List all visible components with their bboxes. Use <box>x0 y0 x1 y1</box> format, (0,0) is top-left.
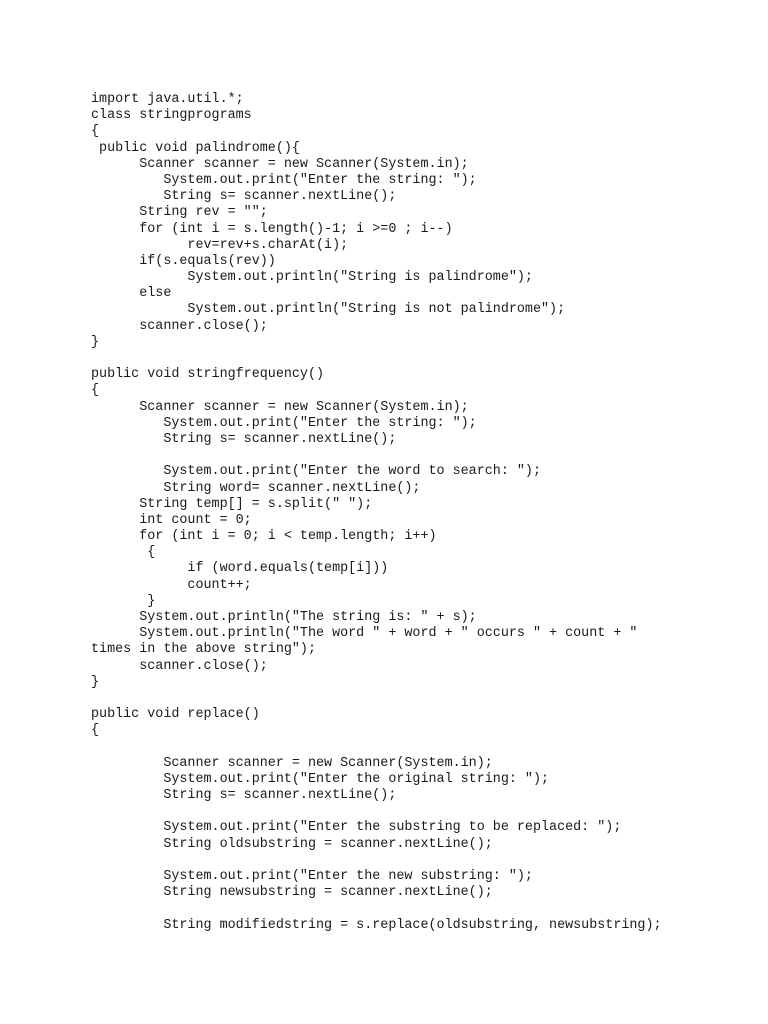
code-line <box>91 691 662 707</box>
code-line: { <box>91 383 100 399</box>
code-line: String temp[] = s.split(" "); <box>91 496 373 512</box>
code-line: String s= scanner.nextLine(); <box>91 189 397 205</box>
code-line: String modifiedstring = s.replace(oldsubstring, newsubstring); <box>91 917 662 933</box>
code-line: Scanner scanner = new Scanner(System.in); <box>91 755 493 771</box>
code-line: import java.util.*; <box>91 92 244 107</box>
code-line: { <box>91 545 156 561</box>
code-line: Scanner scanner = new Scanner(System.in); <box>91 156 469 172</box>
code-line: System.out.print("Enter the original string: "); <box>91 771 550 787</box>
code-line: System.out.println("The string is: " + s); <box>91 610 477 625</box>
code-line: String newsubstring = scanner.nextLine(); <box>91 885 493 901</box>
code-line <box>91 740 662 756</box>
code-line: Scanner scanner = new Scanner(System.in); <box>91 399 469 415</box>
code-line: String word= scanner.nextLine(); <box>91 480 421 496</box>
code-line: count++; <box>91 577 252 593</box>
code-line: class stringprograms <box>91 108 252 124</box>
code-line: scanner.close(); <box>91 318 268 334</box>
code-line: for (int i = 0; i < temp.length; i++) <box>91 529 437 545</box>
code-line: String s= scanner.nextLine(); <box>91 431 397 447</box>
code-line: System.out.print("Enter the new substring: "); <box>91 869 533 884</box>
code-line: public void replace() <box>91 707 260 723</box>
code-line: int count = 0; <box>91 512 252 528</box>
code-line: String s= scanner.nextLine(); <box>91 788 397 804</box>
code-line: rev=rev+s.charAt(i); <box>91 237 349 253</box>
code-line: else <box>91 286 172 302</box>
code-line: if(s.equals(rev)) <box>91 253 276 269</box>
code-line: System.out.println("String is palindrome"); <box>91 270 533 286</box>
code-line: public void stringfrequency() <box>91 367 325 383</box>
code-line: times in the above string"); <box>91 642 316 658</box>
code-line: { <box>91 124 100 140</box>
code-line: System.out.print("Enter the substring to be replaced: "); <box>91 820 622 836</box>
code-listing <box>91 92 662 934</box>
code-line <box>91 804 662 820</box>
code-line: System.out.print("Enter the string: "); <box>91 172 477 188</box>
code-line: if (word.equals(temp[i])) <box>91 561 389 577</box>
code-line: System.out.print("Enter the string: "); <box>91 415 477 431</box>
code-line <box>91 351 662 367</box>
code-line <box>91 901 662 917</box>
code-line: } <box>91 334 100 350</box>
code-line: } <box>91 593 156 609</box>
code-line <box>91 448 662 464</box>
code-line: String rev = ""; <box>91 205 268 221</box>
code-line: public void palindrome(){ <box>91 140 300 156</box>
code-line: { <box>91 723 100 739</box>
code-line: System.out.print("Enter the word to search: "); <box>91 464 541 480</box>
code-line <box>91 853 662 869</box>
code-line: scanner.close(); <box>91 658 268 674</box>
code-line: System.out.println("String is not palindrome"); <box>91 302 566 318</box>
code-line: String oldsubstring = scanner.nextLine(); <box>91 836 493 852</box>
code-line: System.out.println("The word " + word + " occurs " + count + " <box>91 626 638 642</box>
code-line: for (int i = s.length()-1; i >=0 ; i--) <box>91 221 453 237</box>
code-line: } <box>91 674 100 690</box>
